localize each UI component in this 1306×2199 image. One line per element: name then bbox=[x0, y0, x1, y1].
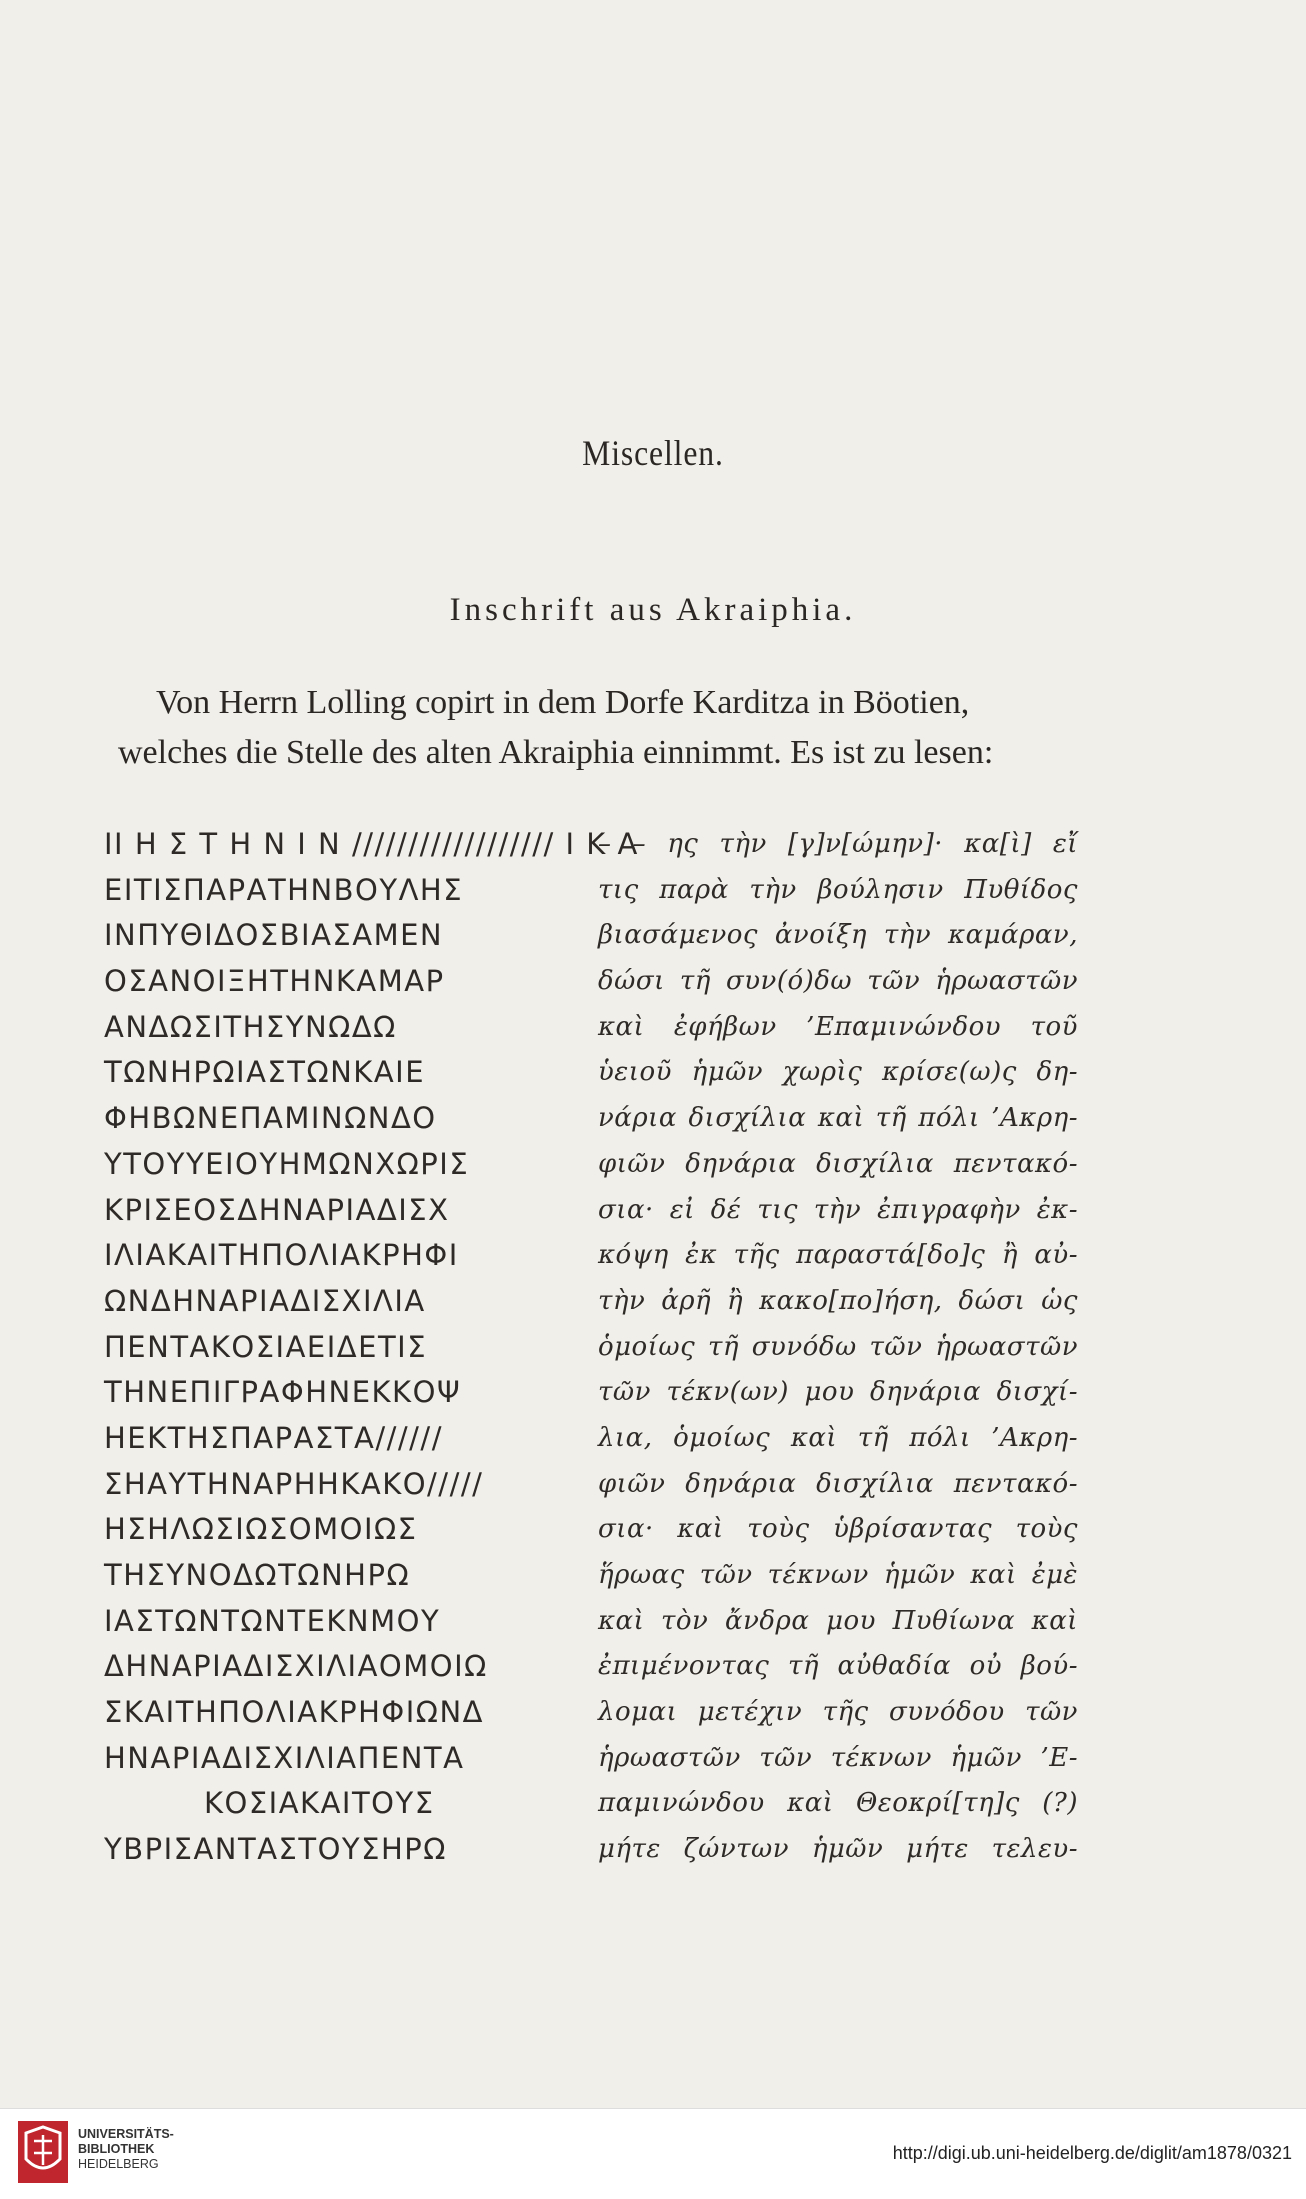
transcription-line: μήτε ζώντων ἡμῶν μήτε τελευ- bbox=[598, 1834, 1078, 1865]
library-name-line: BIBLIOTHEK bbox=[78, 2142, 155, 2156]
transcription-line: ἐπιμένοντας τῆ αὐθαδία οὐ βού- bbox=[598, 1651, 1078, 1682]
library-name-line: UNIVERSITÄTS- bbox=[78, 2127, 174, 2141]
library-name bbox=[78, 2127, 174, 2172]
inscription-line: ΥΒΡΙΣΑΝΤΑΣΤΟΥΣΗΡΩ bbox=[104, 1832, 447, 1867]
intro-paragraph bbox=[118, 678, 1078, 778]
transcription-line: τις παρὰ τὴν βούλησιν Πυθίδος bbox=[598, 874, 1078, 905]
transcription-line: ἥρωας τῶν τέκνων ἡμῶν καὶ ἐμὲ bbox=[598, 1560, 1078, 1590]
inscription-line: ΦΗΒΩΝΕΠΑΜΙΝΩΝΔΟ bbox=[104, 1101, 437, 1136]
section-title: Miscellen. bbox=[582, 433, 724, 473]
transcription-line: λια, ὁμοίως καὶ τῆ πόλι ’Ακρη- bbox=[598, 1422, 1078, 1453]
transcription-line: καὶ ἐφήβων ’Επαμινώνδου τοῦ bbox=[598, 1011, 1078, 1042]
inscription-line: ΙΛΙΑΚΑΙΤΗΠΟΛΙΑΚΡΗΦΙ bbox=[104, 1238, 459, 1273]
inscription-column bbox=[104, 822, 639, 1873]
transcription-line: βιασάμενος ἀνοίξη τὴν καμάραν, bbox=[598, 920, 1078, 951]
inscription-line: ΚΟΣΙΑΚΑΙΤΟΥΣ bbox=[204, 1786, 435, 1821]
transcription-line: δώσι τῆ συν(ό)δω τῶν ἡρωαστῶν bbox=[598, 966, 1078, 997]
inscription-line: ΣΗΑΥΤΗΝΑΡΗΗΚΑΚΟ///// bbox=[104, 1466, 484, 1501]
inscription-line: ΙΝΠΥΘΙΔΟΣΒΙΑΣΑΜΕΝ bbox=[104, 918, 444, 953]
inscription-line: ΩΝΔΗΝΑΡΙΑΔΙΣΧΙΛΙΑ bbox=[104, 1283, 426, 1318]
inscription-line: ΔΗΝΑΡΙΑΔΙΣΧΙΛΙΑΟΜΟΙΩ bbox=[104, 1649, 488, 1684]
transcription-line: νάρια δισχίλια καὶ τῆ πόλι ’Ακρη- bbox=[598, 1103, 1078, 1134]
intro-line: Von Herrn Lolling copirt in dem Dorfe Karditza in Böotien, bbox=[156, 684, 970, 721]
inscription-line: ΤΩΝΗΡΩΙΑΣΤΩΝΚΑΙΕ bbox=[104, 1055, 426, 1090]
article-title: Inschrift aus Akraiphia. bbox=[449, 592, 857, 628]
transcription-line: – – ης τὴν [γ]ν[ώμην]· κα[ὶ] εἴ bbox=[598, 829, 1078, 859]
transcription-line: σια· εἰ δέ τις τὴν ἐπιγραφὴν ἐκ- bbox=[598, 1194, 1078, 1225]
transcription-line: τὴν ἀρῆ ἢ κακο[πο]ήση, δώσι ὡς bbox=[598, 1285, 1078, 1316]
inscription-line: ΚΡΙΣΕΟΣΔΗΝΑΡΙΑΔΙΣΧ bbox=[104, 1192, 450, 1227]
inscription-line: ΣΚΑΙΤΗΠΟΛΙΑΚΡΗΦΙΩΝΔ bbox=[104, 1695, 484, 1730]
transcription-line: λομαι μετέχιν τῆς συνόδου τῶν bbox=[598, 1697, 1078, 1728]
library-name-line: HEIDELBERG bbox=[78, 2157, 159, 2171]
inscription-line: ΠΕΝΤΑΚΟΣΙΑΕΙΔΕΤΙΣ bbox=[104, 1329, 428, 1364]
inscription-line: ΗΝΑΡΙΑΔΙΣΧΙΛΙΑΠΕΝΤΑ bbox=[104, 1740, 465, 1775]
transcription-line: σια· καὶ τοὺς ὑβρίσαντας τοὺς bbox=[598, 1514, 1078, 1545]
inscription-line: ΑΝΔΩΣΙΤΗΣΥΝΩΔΩ bbox=[104, 1009, 397, 1044]
intro-line: welches die Stelle des alten Akraiphia einnimmt. Es ist zu lesen: bbox=[118, 734, 994, 771]
inscription-line: ΕΙΤΙΣΠΑΡΑΤΗΝΒΟΥΛΗΣ bbox=[104, 872, 464, 907]
transcription-line: ὑειοῦ ἡμῶν χωρὶς κρίσε(ω)ς δη- bbox=[598, 1057, 1078, 1088]
inscription-line: ΥΤΟΥΥΕΙΟΥΗΜΩΝΧΩΡΙΣ bbox=[104, 1146, 470, 1181]
transcription-line: κόψη ἐκ τῆς παραστά[δο]ς ἢ αὐ- bbox=[598, 1240, 1078, 1271]
library-seal-icon bbox=[16, 2119, 70, 2185]
inscription-line: ΤΗΣΥΝΟΔΩΤΩΝΗΡΩ bbox=[104, 1558, 411, 1592]
inscription-line: ΙΙ Η Σ Τ Η Ν Ι Ν ////////////////// Ι Κ Α bbox=[104, 827, 639, 861]
inscription-line: ΟΣΑΝΟΙΞΗΤΗΝΚΑΜΑΡ bbox=[104, 964, 445, 999]
footer-bar bbox=[0, 2108, 1306, 2199]
transcription-line: τῶν τέκν(ων) μου δηνάρια δισχί- bbox=[598, 1377, 1078, 1408]
transcription-line: ἡρωαστῶν τῶν τέκνων ἡμῶν ’Ε- bbox=[598, 1742, 1078, 1773]
transcription-line: φιῶν δηνάρια δισχίλια πεντακό- bbox=[598, 1148, 1078, 1179]
transcription-line: ὁμοίως τῆ συνόδω τῶν ἡρωαστῶν bbox=[598, 1331, 1078, 1362]
transcription-line: καὶ τὸν ἄνδρα μου Πυθίωνα καὶ bbox=[598, 1605, 1078, 1636]
transcription-line: παμινώνδου καὶ Θεοκρί[τη]ς (?) bbox=[598, 1788, 1078, 1819]
inscription-line: ΗΣΗΛΩΣΙΩΣΟΜΟΙΩΣ bbox=[104, 1512, 418, 1547]
inscription-line: ΙΑΣΤΩΝΤΩΝΤΕΚΝΜΟΥ bbox=[104, 1603, 441, 1638]
inscription-line: ΤΗΝΕΠΙΓΡΑΦΗΝΕΚΚΟΨ bbox=[104, 1375, 462, 1410]
transcription-line: φιῶν δηνάρια δισχίλια πεντακό- bbox=[598, 1468, 1078, 1499]
inscription-line: ΗΕΚΤΗΣΠΑΡΑΣΤΑ////// bbox=[104, 1420, 443, 1455]
transcription-column bbox=[598, 822, 1078, 1873]
source-url-link[interactable]: http://digi.ub.uni-heidelberg.de/diglit/am1878/0321 bbox=[892, 2143, 1292, 2163]
